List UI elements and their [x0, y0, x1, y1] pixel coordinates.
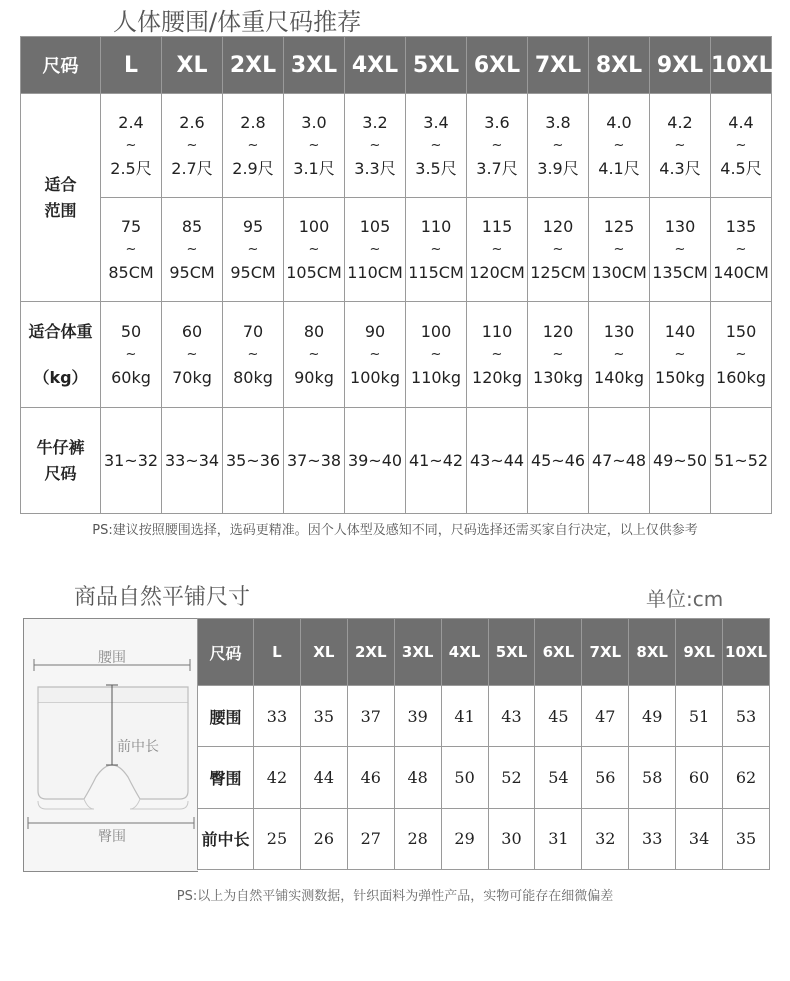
waist-cm-row	[21, 198, 772, 302]
flat-measurement-table	[197, 618, 770, 870]
waist-chi-cell	[284, 94, 345, 198]
size-header-label: 尺码	[21, 37, 101, 94]
weight-tilde: ~	[552, 347, 564, 362]
waist-cm-to: 130CM	[591, 263, 647, 282]
waist-chi-cell	[711, 94, 772, 198]
waist-cm-from: 115	[481, 217, 513, 236]
weight-label-text: 适合体重 （kg）	[28, 321, 93, 387]
measurement-value-cell: 30	[488, 808, 535, 869]
waist-chi-from: 3.2	[362, 113, 388, 132]
waist-cm-from: 135	[725, 217, 757, 236]
weight-from: 140	[664, 322, 696, 341]
waist-cm-to: 140CM	[713, 263, 769, 282]
measurement-value-cell: 34	[676, 808, 723, 869]
weight-tilde: ~	[125, 347, 137, 362]
jeans-size-row	[21, 408, 772, 514]
waist-chi-tilde: ~	[369, 138, 381, 153]
weight-from: 50	[120, 322, 142, 341]
front-rise-label: 前中长	[117, 739, 159, 755]
waist-chi-tilde: ~	[491, 138, 503, 153]
waist-cm-to: 95CM	[169, 263, 215, 282]
waist-chi-range	[406, 111, 466, 180]
size-header-cell: 10XL	[711, 37, 772, 94]
weight-cell	[589, 302, 650, 408]
measurement-row-label: 前中长	[198, 808, 254, 869]
waist-cm-to: 135CM	[652, 263, 708, 282]
measurement-value-cell: 33	[629, 808, 676, 869]
weight-range	[284, 320, 344, 389]
measurement-value-cell: 29	[441, 808, 488, 869]
jeans-size-cell: 33~34	[162, 408, 223, 514]
measurement-value-cell: 33	[254, 686, 301, 747]
waist-cm-tilde: ~	[186, 242, 198, 257]
measurement-value-cell: 52	[488, 747, 535, 808]
waist-chi-cell	[528, 94, 589, 198]
waist-cm-from: 100	[298, 217, 330, 236]
waist-chi-from: 2.8	[240, 113, 266, 132]
waist-cm-range	[650, 215, 710, 284]
jeans-size-cell: 43~44	[467, 408, 528, 514]
waist-chi-from: 3.6	[484, 113, 510, 132]
size-header-cell: 6XL	[467, 37, 528, 94]
weight-tilde: ~	[369, 347, 381, 362]
waist-chi-cell	[467, 94, 528, 198]
weight-cell	[345, 302, 406, 408]
weight-range	[589, 320, 649, 389]
waist-cm-cell	[467, 198, 528, 302]
waist-cm-cell	[589, 198, 650, 302]
measurement-value-cell: 47	[582, 686, 629, 747]
waist-cm-range	[284, 215, 344, 284]
waist-cm-to: 105CM	[286, 263, 342, 282]
waist-chi-tilde: ~	[613, 138, 625, 153]
waist-cm-tilde: ~	[247, 242, 259, 257]
waist-cm-from: 75	[120, 217, 142, 236]
fit-range-label	[21, 94, 101, 302]
waist-chi-range	[345, 111, 405, 180]
waist-cm-tilde: ~	[491, 242, 503, 257]
measurement-size-header-cell: 3XL	[394, 619, 441, 686]
waist-cm-cell	[528, 198, 589, 302]
waist-chi-from: 3.0	[301, 113, 327, 132]
measurement-value-cell: 32	[582, 808, 629, 869]
waist-chi-tilde: ~	[674, 138, 686, 153]
weight-from: 100	[420, 322, 452, 341]
jeans-size-cell: 41~42	[406, 408, 467, 514]
measurement-value-cell: 45	[535, 686, 582, 747]
waist-cm-to: 115CM	[408, 263, 464, 282]
measurement-value-cell: 25	[254, 808, 301, 869]
weight-to: 100kg	[350, 368, 400, 387]
waist-cm-tilde: ~	[369, 242, 381, 257]
weight-to: 80kg	[233, 368, 273, 387]
measurement-size-header-cell: XL	[300, 619, 347, 686]
weight-cell	[650, 302, 711, 408]
size-recommendation-table	[20, 36, 772, 514]
size-recommendation-title: 人体腰围/体重尺码推荐	[113, 8, 362, 36]
waist-cm-cell	[284, 198, 345, 302]
size-header-cell: L	[101, 37, 162, 94]
weight-from: 60	[181, 322, 203, 341]
waist-cm-range	[528, 215, 588, 284]
measurement-size-header-cell: 4XL	[441, 619, 488, 686]
waist-cm-tilde: ~	[735, 242, 747, 257]
measurement-value-cell: 58	[629, 747, 676, 808]
size-header-cell: 9XL	[650, 37, 711, 94]
weight-tilde: ~	[186, 347, 198, 362]
weight-tilde: ~	[491, 347, 503, 362]
weight-range	[162, 320, 222, 389]
weight-tilde: ~	[430, 347, 442, 362]
jeans-size-cell: 51~52	[711, 408, 772, 514]
waist-cm-tilde: ~	[674, 242, 686, 257]
measurement-value-cell: 44	[300, 747, 347, 808]
measurement-value-cell: 26	[300, 808, 347, 869]
waist-cm-range	[345, 215, 405, 284]
measurement-value-cell: 42	[254, 747, 301, 808]
waist-chi-tilde: ~	[186, 138, 198, 153]
recommendation-note: PS:建议按照腰围选择，选码更精准。因个人体型及感知不同，尺码选择还需买家自行决定，以上仅供参考	[92, 523, 698, 538]
weight-cell	[284, 302, 345, 408]
waist-cm-from: 85	[181, 217, 203, 236]
waist-chi-range	[284, 111, 344, 180]
weight-range	[650, 320, 710, 389]
measurement-value-cell: 54	[535, 747, 582, 808]
jeans-size-label	[21, 408, 101, 514]
waist-label: 腰围	[98, 650, 126, 666]
waist-cm-range	[589, 215, 649, 284]
waist-chi-cell	[162, 94, 223, 198]
measurement-row	[198, 808, 770, 869]
measurement-size-header-cell: 5XL	[488, 619, 535, 686]
measurement-value-cell: 41	[441, 686, 488, 747]
waist-chi-cell	[589, 94, 650, 198]
waist-chi-range	[162, 111, 222, 180]
size-header-cell: 2XL	[223, 37, 284, 94]
waist-chi-to: 3.5尺	[415, 159, 457, 178]
waist-chi-from: 3.4	[423, 113, 449, 132]
waist-chi-to: 3.9尺	[537, 159, 579, 178]
measurement-value-cell: 49	[629, 686, 676, 747]
weight-tilde: ~	[613, 347, 625, 362]
waist-cm-tilde: ~	[613, 242, 625, 257]
weight-range	[345, 320, 405, 389]
flat-measurement-title: 商品自然平铺尺寸	[74, 585, 251, 610]
waist-cm-range	[711, 215, 771, 284]
fit-range-text: 适合 范围	[44, 174, 77, 220]
waist-cm-tilde: ~	[308, 242, 320, 257]
weight-range	[406, 320, 466, 389]
waist-chi-from: 4.4	[728, 113, 754, 132]
jeans-size-cell: 37~38	[284, 408, 345, 514]
hip-label: 臀围	[98, 829, 126, 845]
waist-cm-from: 125	[603, 217, 635, 236]
waist-cm-to: 125CM	[530, 263, 586, 282]
waist-cm-tilde: ~	[552, 242, 564, 257]
waist-cm-from: 110	[420, 217, 452, 236]
size-header-cell: 3XL	[284, 37, 345, 94]
waist-chi-tilde: ~	[430, 138, 442, 153]
measurement-value-cell: 39	[394, 686, 441, 747]
waist-cm-cell	[711, 198, 772, 302]
waist-chi-from: 4.2	[667, 113, 693, 132]
waist-chi-range	[589, 111, 649, 180]
measurement-value-cell: 37	[347, 686, 394, 747]
weight-range	[101, 320, 161, 389]
measurement-row	[198, 747, 770, 808]
weight-cell	[101, 302, 162, 408]
waist-cm-range	[162, 215, 222, 284]
weight-to: 90kg	[294, 368, 334, 387]
unit-label: 单位:cm	[646, 587, 724, 611]
weight-from: 90	[364, 322, 386, 341]
waist-cm-to: 110CM	[347, 263, 403, 282]
size-header-cell: 8XL	[589, 37, 650, 94]
waist-cm-cell	[223, 198, 284, 302]
weight-to: 120kg	[472, 368, 522, 387]
waist-chi-to: 3.3尺	[354, 159, 396, 178]
size-header-cell: XL	[162, 37, 223, 94]
waist-chi-from: 2.4	[118, 113, 144, 132]
weight-to: 70kg	[172, 368, 212, 387]
waist-chi-range	[711, 111, 771, 180]
size-header-cell: 5XL	[406, 37, 467, 94]
waist-chi-tilde: ~	[735, 138, 747, 153]
waist-cm-range	[101, 215, 161, 284]
waist-cm-to: 120CM	[469, 263, 525, 282]
waist-chi-range	[650, 111, 710, 180]
measurement-value-cell: 43	[488, 686, 535, 747]
waist-chi-to: 4.3尺	[659, 159, 701, 178]
waist-chi-tilde: ~	[308, 138, 320, 153]
waist-cm-from: 95	[242, 217, 264, 236]
jeans-size-cell: 31~32	[101, 408, 162, 514]
waist-chi-range	[528, 111, 588, 180]
waist-chi-from: 2.6	[179, 113, 205, 132]
waist-chi-to: 3.1尺	[293, 159, 335, 178]
waist-chi-cell	[101, 94, 162, 198]
waist-chi-row	[21, 94, 772, 198]
weight-range	[467, 320, 527, 389]
waist-cm-cell	[162, 198, 223, 302]
waist-cm-from: 105	[359, 217, 391, 236]
weight-from: 70	[242, 322, 264, 341]
measurement-size-header-cell: 7XL	[582, 619, 629, 686]
waist-chi-tilde: ~	[125, 138, 137, 153]
waist-chi-to: 2.5尺	[110, 159, 152, 178]
measurement-header-row	[198, 619, 770, 686]
waist-chi-from: 4.0	[606, 113, 632, 132]
waist-cm-to: 95CM	[230, 263, 276, 282]
weight-from: 120	[542, 322, 574, 341]
waist-cm-tilde: ~	[430, 242, 442, 257]
weight-cell	[223, 302, 284, 408]
waist-chi-cell	[223, 94, 284, 198]
jeans-size-cell: 47~48	[589, 408, 650, 514]
measurement-size-header-cell: L	[254, 619, 301, 686]
weight-range	[223, 320, 283, 389]
measurement-size-header-label: 尺码	[198, 619, 254, 686]
weight-label	[21, 302, 101, 408]
weight-range	[528, 320, 588, 389]
waist-chi-to: 4.1尺	[598, 159, 640, 178]
weight-tilde: ~	[247, 347, 259, 362]
weight-to: 110kg	[411, 368, 461, 387]
waist-cm-from: 130	[664, 217, 696, 236]
weight-from: 150	[725, 322, 757, 341]
size-header-cell: 4XL	[345, 37, 406, 94]
waist-chi-from: 3.8	[545, 113, 571, 132]
waist-chi-cell	[345, 94, 406, 198]
measurement-value-cell: 28	[394, 808, 441, 869]
jeans-size-cell: 39~40	[345, 408, 406, 514]
jeans-size-cell: 49~50	[650, 408, 711, 514]
waist-chi-cell	[650, 94, 711, 198]
weight-row	[21, 302, 772, 408]
waist-cm-range	[467, 215, 527, 284]
measurement-size-header-cell: 8XL	[629, 619, 676, 686]
measurement-note: PS:以上为自然平铺实测数据，针织面料为弹性产品，实物可能存在细微偏差	[176, 889, 614, 904]
weight-from: 130	[603, 322, 635, 341]
weight-to: 130kg	[533, 368, 583, 387]
weight-cell	[406, 302, 467, 408]
measurement-value-cell: 27	[347, 808, 394, 869]
measurement-value-cell: 35	[300, 686, 347, 747]
waist-chi-to: 2.7尺	[171, 159, 213, 178]
waist-cm-range	[406, 215, 466, 284]
measurement-value-cell: 35	[723, 808, 770, 869]
measurement-size-header-cell: 10XL	[723, 619, 770, 686]
measurement-value-cell: 31	[535, 808, 582, 869]
table-header-row	[21, 37, 772, 94]
underwear-diagram	[24, 619, 198, 871]
measurement-row-label: 臀围	[198, 747, 254, 808]
weight-from: 110	[481, 322, 513, 341]
waist-chi-to: 2.9尺	[232, 159, 274, 178]
waist-chi-range	[467, 111, 527, 180]
weight-to: 150kg	[655, 368, 705, 387]
measurement-value-cell: 46	[347, 747, 394, 808]
measurement-size-header-cell: 2XL	[347, 619, 394, 686]
jeans-size-cell: 45~46	[528, 408, 589, 514]
waist-chi-range	[101, 111, 161, 180]
jeans-size-cell: 35~36	[223, 408, 284, 514]
underwear-measurement-figure	[23, 618, 198, 872]
weight-to: 60kg	[111, 368, 151, 387]
weight-to: 140kg	[594, 368, 644, 387]
waist-cm-range	[223, 215, 283, 284]
measurement-row-label: 腰围	[198, 686, 254, 747]
measurement-value-cell: 53	[723, 686, 770, 747]
weight-to: 160kg	[716, 368, 766, 387]
measurement-value-cell: 56	[582, 747, 629, 808]
weight-cell	[528, 302, 589, 408]
measurement-value-cell: 51	[676, 686, 723, 747]
weight-cell	[162, 302, 223, 408]
weight-from: 80	[303, 322, 325, 341]
measurement-value-cell: 48	[394, 747, 441, 808]
waist-cm-cell	[650, 198, 711, 302]
weight-tilde: ~	[674, 347, 686, 362]
waist-chi-cell	[406, 94, 467, 198]
waist-chi-range	[223, 111, 283, 180]
waist-cm-cell	[345, 198, 406, 302]
weight-cell	[711, 302, 772, 408]
waist-cm-from: 120	[542, 217, 574, 236]
jeans-size-label-text: 牛仔裤 尺码	[36, 437, 85, 483]
measurement-value-cell: 60	[676, 747, 723, 808]
waist-cm-to: 85CM	[108, 263, 154, 282]
measurement-size-header-cell: 9XL	[676, 619, 723, 686]
waist-chi-to: 3.7尺	[476, 159, 518, 178]
size-header-cell: 7XL	[528, 37, 589, 94]
measurement-value-cell: 50	[441, 747, 488, 808]
waist-chi-tilde: ~	[247, 138, 259, 153]
waist-chi-to: 4.5尺	[720, 159, 762, 178]
weight-cell	[467, 302, 528, 408]
weight-range	[711, 320, 771, 389]
weight-tilde: ~	[735, 347, 747, 362]
weight-tilde: ~	[308, 347, 320, 362]
waist-cm-cell	[406, 198, 467, 302]
waist-chi-tilde: ~	[552, 138, 564, 153]
measurement-size-header-cell: 6XL	[535, 619, 582, 686]
measurement-row	[198, 686, 770, 747]
waist-cm-tilde: ~	[125, 242, 137, 257]
measurement-value-cell: 62	[723, 747, 770, 808]
waist-cm-cell	[101, 198, 162, 302]
